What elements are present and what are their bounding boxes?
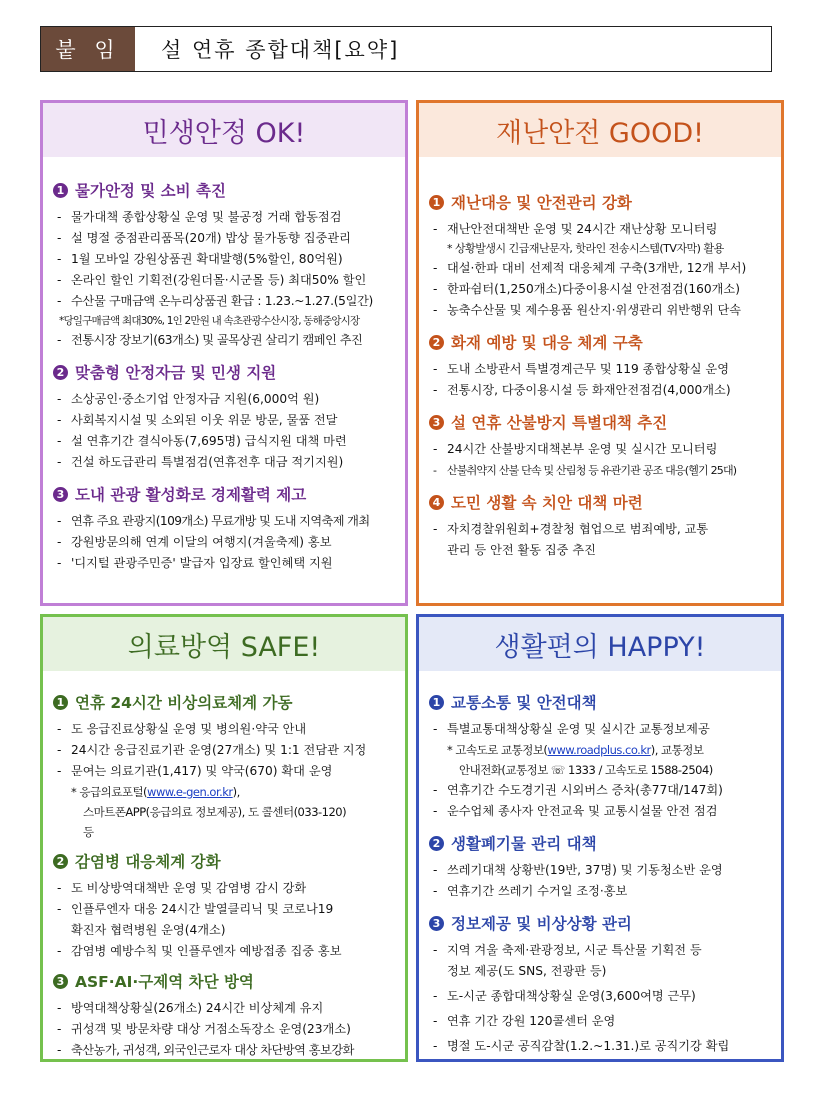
number-badge: 3: [429, 916, 444, 931]
number-badge: 1: [53, 183, 68, 198]
note-continuation: 등: [83, 825, 94, 839]
list-item: - 재난안전대책반 운영 및 24시간 재난상황 모니터링: [433, 222, 718, 236]
list-item: - 명절 도-시군 공직감찰(1.2.~1.31.)로 공직기강 확립: [433, 1039, 730, 1053]
list-item: - 산불취약지 산불 단속 및 산림청 등 유관기관 공조 대응(헬기 25대): [433, 464, 737, 477]
number-badge: 2: [53, 854, 68, 869]
number-badge: 3: [53, 974, 68, 989]
list-item: - 방역대책상황실(26개소) 24시간 비상체계 유지: [57, 1001, 324, 1015]
number-badge: 4: [429, 495, 444, 510]
list-item: - 자치경찰위원회+경찰청 협업으로 범죄예방, 교통: [433, 522, 709, 536]
note: *당일구매금액 최대30%, 1인 2만원 내 속초관광수산시장, 동해중앙시장: [59, 315, 360, 327]
box-medical-quarantine: [40, 614, 408, 1062]
number-badge: 2: [429, 335, 444, 350]
list-item: - 지역 겨울 축제·관광정보, 시군 특산물 기획전 등: [433, 943, 702, 957]
list-item: - 문여는 의료기관(1,417) 및 약국(670) 확대 운영: [57, 764, 333, 778]
note-continuation: 안내전화(교통정보 ☏ 1333 / 고속도로 1588-2504): [459, 763, 713, 777]
list-item: - 도내 소방관서 특별경계근무 및 119 종합상황실 운영: [433, 362, 729, 376]
section-heading: 1 교통소통 및 안전대책: [429, 691, 771, 713]
list-item: - 24시간 응급진료기관 운영(27개소) 및 1:1 전담관 지정: [57, 743, 367, 757]
roadplus-link[interactable]: www.roadplus.co.kr: [547, 743, 651, 757]
box-title: 재난안전 GOOD!: [419, 103, 781, 157]
number-badge: 1: [429, 195, 444, 210]
number-badge: 3: [429, 415, 444, 430]
list-item: - 한파쉼터(1,250개소)다중이용시설 안전점검(160개소): [433, 282, 740, 296]
note-continuation: 스마트폰APP(응급의료 정보제공), 도 콜센터(033-120): [83, 805, 347, 819]
list-item: - 특별교통대책상황실 운영 및 실시간 교통정보제공: [433, 722, 710, 736]
list-item-continuation: 확진자 협력병원 운영(4개소): [71, 923, 226, 937]
section-heading: 3 정보제공 및 비상상황 관리: [429, 912, 771, 934]
section-heading: 2 화재 예방 및 대응 체계 구축: [429, 331, 771, 353]
section-heading: 1 연휴 24시간 비상의료체계 가동: [53, 691, 395, 713]
box-disaster-safety: [416, 100, 784, 606]
list-item: - 물가대책 종합상황실 운영 및 불공정 거래 합동점검: [57, 210, 342, 224]
list-item: - 전통시장, 다중이용시설 등 화재안전점검(4,000개소): [433, 383, 731, 397]
list-item: - 귀성객 및 방문차량 대상 거점소독장소 운영(23개소): [57, 1022, 351, 1036]
number-badge: 3: [53, 487, 68, 502]
number-badge: 1: [53, 695, 68, 710]
section-heading: 2 생활폐기물 관리 대책: [429, 832, 771, 854]
list-item: - 도-시군 종합대책상황실 운영(3,600여명 근무): [433, 989, 696, 1003]
list-item: - 연휴기간 쓰레기 수거일 조정·홍보: [433, 884, 628, 898]
box-living-convenience: [416, 614, 784, 1062]
list-item: - 도 비상방역대책반 운영 및 감염병 감시 강화: [57, 881, 307, 895]
section-heading: 3 도내 관광 활성화로 경제활력 제고: [53, 483, 395, 505]
list-item: - 전통시장 장보기(63개소) 및 골목상권 살리기 캠페인 추진: [57, 333, 363, 347]
list-item: - '디지털 관광주민증' 발급자 입장료 할인혜택 지원: [57, 556, 333, 570]
list-item: - 연휴 주요 관광지(109개소) 무료개방 및 도내 지역축제 개최: [57, 514, 370, 528]
list-item: - 쓰레기대책 상황반(19반, 37명) 및 기동청소반 운영: [433, 863, 723, 877]
egen-link[interactable]: www.e-gen.or.kr: [147, 785, 233, 799]
section-heading: 1 재난대응 및 안전관리 강화: [429, 191, 771, 213]
attachment-tag: 붙 임: [41, 27, 135, 71]
list-item: - 연휴기간 수도경기권 시외버스 증차(총77대/147회): [433, 783, 723, 797]
box-title: 민생안정 OK!: [43, 103, 405, 157]
list-item: - 설 명절 중점관리품목(20개) 밥상 물가동향 집중관리: [57, 231, 351, 245]
section-heading: 4 도민 생활 속 치안 대책 마련: [429, 491, 771, 513]
document-header: [40, 26, 772, 72]
section-heading: 2 맞춤형 안정자금 및 민생 지원: [53, 361, 395, 383]
list-item: - 온라인 할인 기획전(강원더몰·시군몰 등) 최대50% 할인: [57, 273, 367, 287]
list-item-continuation: 정보 제공(도 SNS, 전광판 등): [447, 964, 607, 978]
number-badge: 1: [429, 695, 444, 710]
list-item: - 건설 하도급관리 특별점검(연휴전후 대금 적기지원): [57, 455, 344, 469]
list-item: - 도 응급진료상황실 운영 및 병의원·약국 안내: [57, 722, 307, 736]
list-item: - 수산물 구매금액 온누리상품권 환급 : 1.23.~1.27.(5일간): [57, 294, 374, 308]
list-item: - 대설·한파 대비 선제적 대응체계 구축(3개반, 12개 부서): [433, 261, 747, 275]
list-item: - 강원방문의해 연계 이달의 여행지(겨울축제) 홍보: [57, 535, 332, 549]
list-item: - 감염병 예방수칙 및 인플루엔자 예방접종 집중 홍보: [57, 944, 342, 958]
list-item: - 사회복지시설 및 소외된 이웃 위문 방문, 물품 전달: [57, 413, 338, 427]
note: * 고속도로 교통정보(www.roadplus.co.kr), 교통정보: [447, 743, 704, 757]
section-heading: 3 ASF·AI·구제역 차단 방역: [53, 970, 395, 992]
list-item: - 축산농가, 귀성객, 외국인근로자 대상 차단방역 홍보강화: [57, 1043, 354, 1057]
box-title: 의료방역 SAFE!: [43, 617, 405, 671]
list-item: - 연휴 기간 강원 120콜센터 운영: [433, 1014, 616, 1028]
list-item: - 1월 모바일 강원상품권 확대발행(5%할인, 80억원): [57, 252, 343, 266]
section-heading: 1 물가안정 및 소비 촉진: [53, 179, 395, 201]
note: * 상황발생시 긴급재난문자, 핫라인 전송시스템(TV자막) 활용: [447, 242, 724, 255]
list-item: - 설 연휴기간 결식아동(7,695명) 급식지원 대책 마련: [57, 434, 347, 448]
section-heading: 2 감염병 대응체계 강화: [53, 850, 395, 872]
list-item: - 농축수산물 및 제수용품 원산지·위생관리 위반행위 단속: [433, 303, 742, 317]
number-badge: 2: [429, 836, 444, 851]
box-title: 생활편의 HAPPY!: [419, 617, 781, 671]
list-item: - 운수업체 종사자 안전교육 및 교통시설물 안전 점검: [433, 804, 718, 818]
box-livelihood: [40, 100, 408, 606]
list-item: - 인플루엔자 대응 24시간 발열클리닉 및 코로나19: [57, 902, 334, 916]
list-item-continuation: 관리 등 안전 활동 집중 추진: [447, 543, 596, 557]
list-item: - 소상공인·중소기업 안정자금 지원(6,000억 원): [57, 392, 320, 406]
note: * 응급의료포털(www.e-gen.or.kr),: [71, 785, 240, 799]
section-heading: 3 설 연휴 산불방지 특별대책 추진: [429, 411, 771, 433]
list-item: - 24시간 산불방지대책본부 운영 및 실시간 모니터링: [433, 442, 718, 456]
number-badge: 2: [53, 365, 68, 380]
document-title: 설 연휴 종합대책[요약]: [161, 38, 400, 62]
